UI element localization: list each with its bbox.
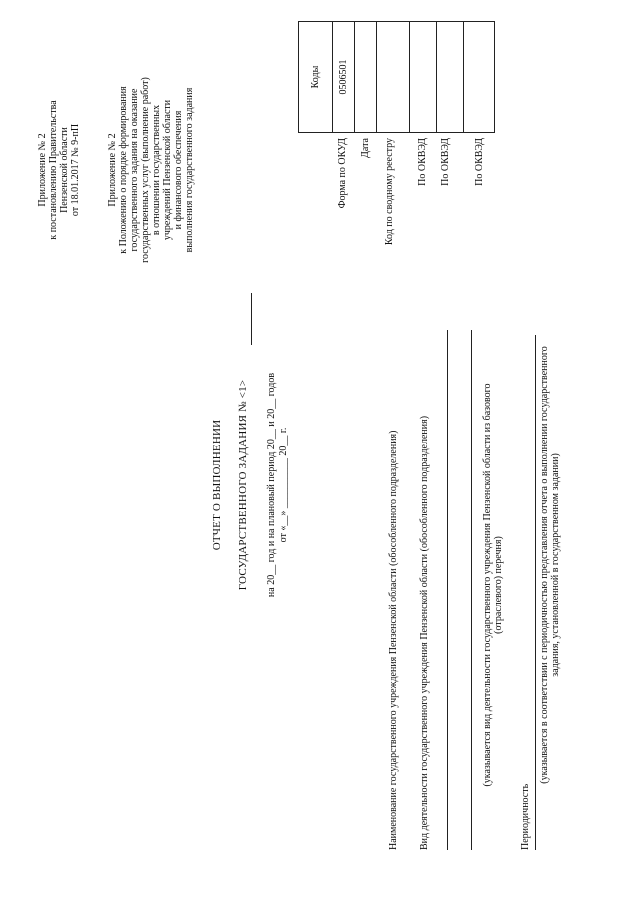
registry-code-cell[interactable] [377,22,410,133]
date-label: Дата [360,138,371,158]
appendix-line: выполнения государственного задания [184,87,195,253]
appendix-resolution [37,15,81,325]
title-underline [251,293,252,345]
report-title: ОТЧЕТ О ВЫПОЛНЕНИИ [211,419,223,551]
okved-code-cell-2[interactable] [437,22,464,133]
period-date-line: от «__» __________ 20__ г. [278,427,289,543]
appendix-line: государственного задания на оказание [129,88,140,252]
activity-type-label: Вид деятельности государственного учреждения Пензенской области (обособленного подразделения) [419,415,430,850]
table-row [410,22,437,133]
codes-table [298,21,495,133]
codes-header: Коды [299,22,333,133]
activity-type-underline [447,330,448,850]
okved-label-2: По ОКВЭД [440,138,451,186]
appendix-line: учреждений Пензенской области [162,99,173,241]
table-row [377,22,410,133]
table-row [299,22,333,133]
appendix-line: к Положению о порядке формирования [118,86,129,254]
appendix-line: Пензенской области [59,127,70,213]
okud-code-cell[interactable]: 0506501 [333,22,355,133]
appendix-line: Приложение № 2 [37,133,48,207]
appendix-line: и финансового обеспечения [173,110,184,230]
registry-label: Код по сводному реестру [384,138,395,246]
appendix-line: государственных услуг (выполнение работ) [140,77,151,263]
appendix-line: Приложение № 2 [107,133,118,207]
appendix-line: от 18.01.2017 № 9-пП [70,123,81,217]
institution-name-label: Наименование государственного учреждения Пензенской области (обособленного подразделения) [388,430,399,850]
activity-note [482,345,504,825]
table-row [464,22,495,133]
table-row [333,22,355,133]
period-line: на 20__ год и на плановый период 20__ и 20__ годов [266,372,277,598]
activity-type-underline-2 [471,330,472,850]
report-subtitle: ГОСУДАРСТВЕННОГО ЗАДАНИЯ № <1> [237,379,249,591]
activity-note-line: (указывается вид деятельности государственного учреждения Пензенской области из базового [482,383,493,787]
table-row [355,22,377,133]
periodicity-note-line: (указывается в соответствии с периодичностью представления отчета о выполнении государственного [539,346,550,784]
appendix-regulation [107,15,195,325]
date-code-cell[interactable] [355,22,377,133]
okved-label-3: По ОКВЭД [474,138,485,186]
appendix-line: в отношении государственных [151,104,162,236]
okud-label: Форма по ОКУД [337,138,348,209]
okved-code-cell-1[interactable] [410,22,437,133]
okved-label-1: По ОКВЭД [417,138,428,186]
periodicity-note [539,305,561,825]
table-row [437,22,464,133]
activity-note-line: (отраслевого) перечня) [493,536,504,634]
periodicity-underline [535,335,536,850]
okved-code-cell-3[interactable] [464,22,495,133]
periodicity-note-line: задания, установленной в государственном задании) [550,453,561,677]
appendix-line: к постановлению Правительства [48,100,59,240]
periodicity-label: Периодичность [520,783,531,850]
